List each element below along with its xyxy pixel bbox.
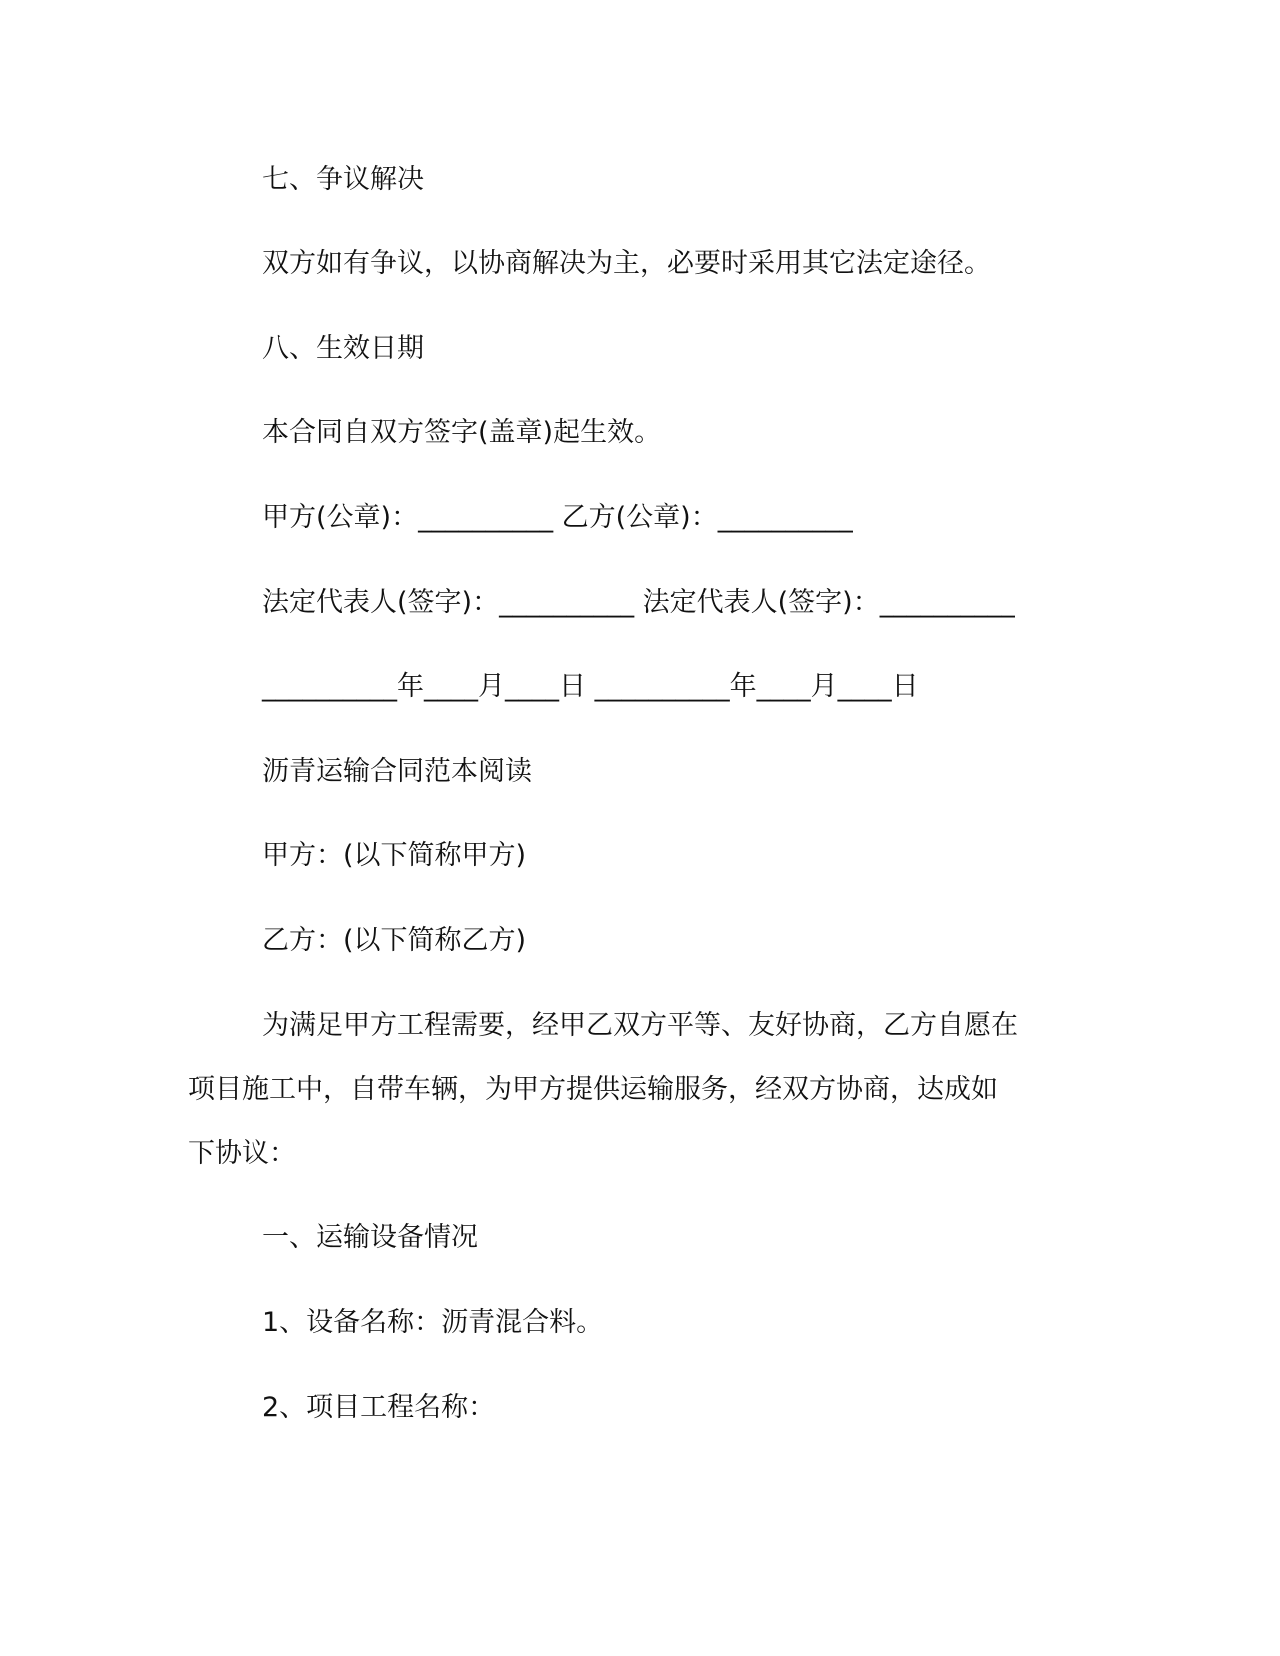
party-b-line: 乙方：(以下简称乙方): [262, 925, 527, 956]
intro-paragraph-line-1: 为满足甲方工程需要，经甲乙双方平等、友好协商，乙方自愿在: [262, 1010, 1018, 1041]
representative-line: 法定代表人(签字)：__________ 法定代表人(签字)：__________: [262, 587, 1015, 618]
dispute-text: 双方如有争议，以协商解决为主，必要时采用其它法定途径。: [262, 248, 991, 279]
intro-paragraph-line-3: 下协议：: [188, 1138, 296, 1169]
section-heading-dispute: 七、争议解决: [262, 164, 424, 195]
seal-line: 甲方(公章)：__________ 乙方(公章)：__________: [262, 502, 853, 533]
effective-text: 本合同自双方签字(盖章)起生效。: [262, 417, 662, 448]
intro-paragraph-line-2: 项目施工中，自带车辆，为甲方提供运输服务，经双方协商，达成如: [188, 1074, 998, 1105]
section-heading-effective-date: 八、生效日期: [262, 333, 424, 364]
section-heading-transport-equipment: 一、运输设备情况: [262, 1222, 478, 1253]
date-line: __________年____月____日 __________年____月____日: [262, 671, 919, 702]
equipment-name-line: 1、设备名称：沥青混合料。: [262, 1307, 604, 1338]
contract-title: 沥青运输合同范本阅读: [262, 756, 532, 787]
project-name-line: 2、项目工程名称：: [262, 1392, 496, 1423]
party-a-line: 甲方：(以下简称甲方): [262, 840, 527, 871]
